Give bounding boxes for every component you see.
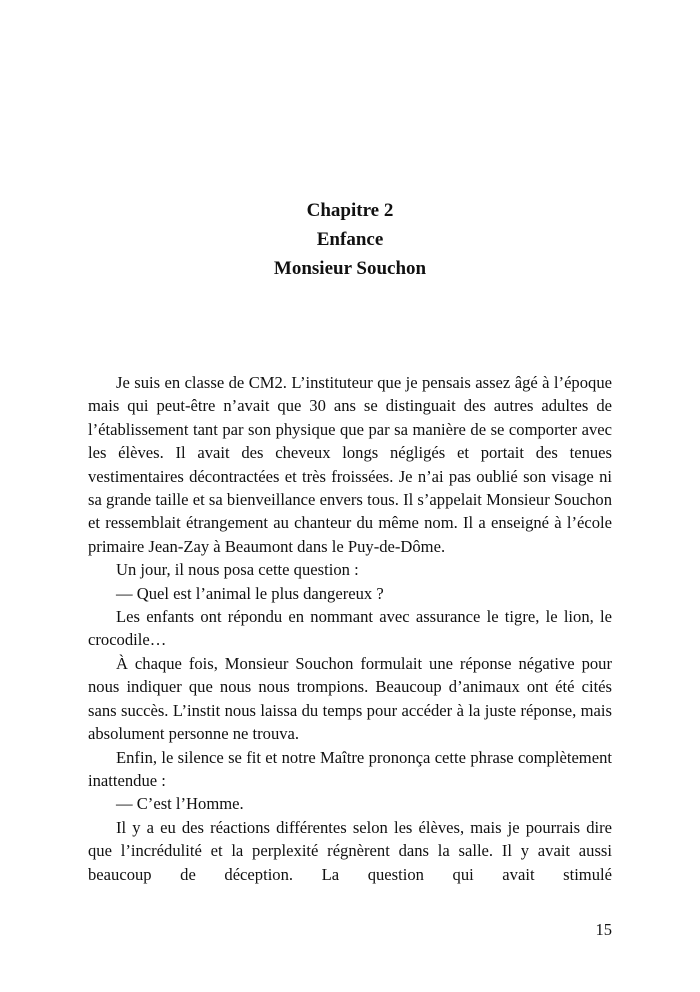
paragraph-dialogue: — C’est l’Homme. bbox=[116, 794, 244, 814]
paragraph: Je suis en classe de CM2. L’instituteur que je pensais assez âgé à l’époque mais qui peut-être n’avait que 30 ans se distinguait des autres adultes de l’établissement tant par son physique que par sa manière de se comporter avec les élèves. Il avait des cheveux longs négligés et portait des tenues vestimentaires décontractées et très froissées. Je n’ai pas oublié son visage ni sa grande taille et sa bienveillance envers tous. Il s’appelait Monsieur Souchon et ressemblait étrangement au chanteur du même nom. Il a enseigné à l’école primaire Jean-Zay à Beaumont dans le Puy-de-Dôme. bbox=[88, 373, 612, 556]
chapter-title-line-1: Chapitre 2 bbox=[306, 200, 394, 221]
paragraph: Enfin, le silence se fit et notre Maître prononça cette phrase complètement inattendue : bbox=[88, 747, 612, 790]
body-text bbox=[0, 371, 700, 886]
paragraph: Un jour, il nous posa cette question : bbox=[116, 560, 359, 580]
chapter-title-line-2: Enfance bbox=[316, 229, 384, 250]
chapter-heading bbox=[0, 196, 700, 283]
paragraph: À chaque fois, Monsieur Souchon formulait une réponse négative pour nous indiquer que nous nous trompions. Beaucoup d’animaux ont été cités sans succès. L’instit nous laissa du temps pour accéder à la juste réponse, mais absolument personne ne trouva. bbox=[88, 653, 612, 744]
chapter-title-line-3: Monsieur Souchon bbox=[273, 258, 427, 279]
paragraph: Il y a eu des réactions différentes selon les élèves, mais je pourrais dire que l’incrédulité et la perplexité régnèrent dans la salle. Il y avait aussi beaucoup de déception. La question qui avait stimulé bbox=[88, 817, 612, 884]
page-number: 15 bbox=[595, 920, 612, 939]
paragraph: Les enfants ont répondu en nommant avec assurance le tigre, le lion, le crocodile… bbox=[88, 607, 612, 650]
paragraph-dialogue: — Quel est l’animal le plus dangereux ? bbox=[116, 583, 384, 603]
